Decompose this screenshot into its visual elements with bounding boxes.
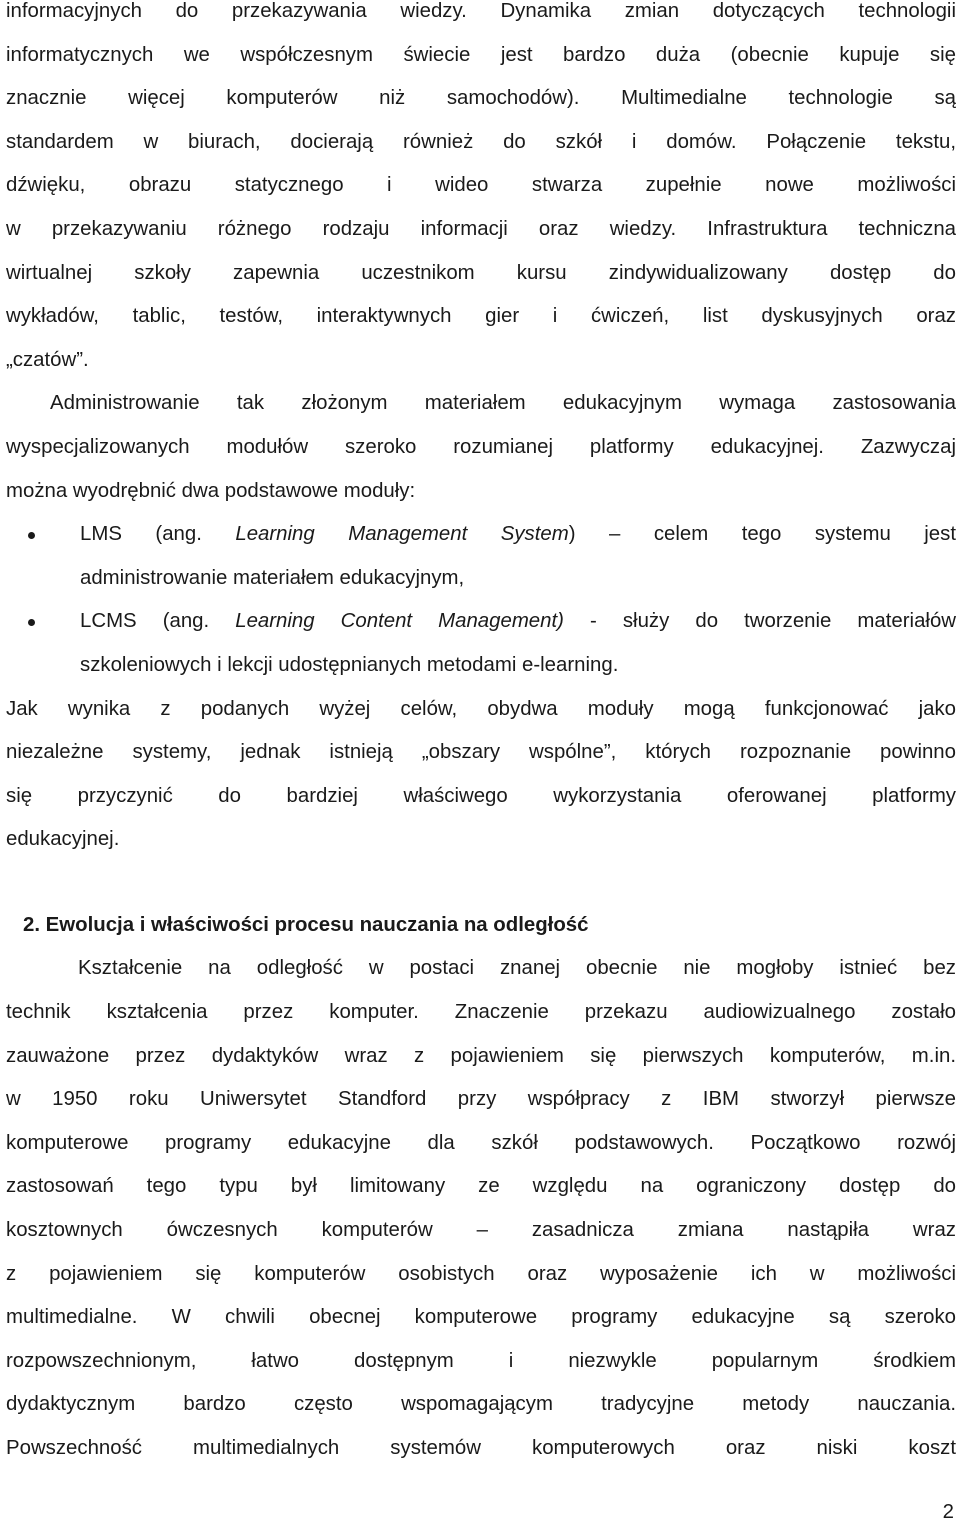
text-line: technik kształcenia przez komputer. Znaczenie przekazu audiowizualnego zostało — [6, 1001, 956, 1024]
bullet-icon — [28, 619, 35, 626]
text-line: „czatów”. — [6, 348, 89, 371]
list-item-line: LMS (ang. Learning Management System) – celem tego systemu jest — [80, 523, 956, 546]
text-line: niezależne systemy, jednak istnieją „obszary wspólne”, których rozpoznanie powinno — [6, 741, 956, 764]
paragraph-4 — [6, 947, 956, 1470]
text-line: multimedialne. W chwili obecnej komputerowe programy edukacyjne są szeroko — [6, 1306, 956, 1329]
document-page — [6, 0, 956, 1471]
term-italic: Learning Management System — [235, 523, 569, 546]
text-line: wykładów, tablic, testów, interaktywnych gier i ćwiczeń, list dyskusyjnych oraz — [6, 305, 956, 328]
list-item-line: LCMS (ang. Learning Content Management) - służy do tworzenie materiałów — [80, 610, 957, 633]
text-line: standardem w biurach, docierają również do szkół i domów. Połączenie tekstu, — [6, 130, 956, 153]
list-item — [6, 513, 956, 600]
text-line: Administrowanie tak złożonym materiałem edukacyjnym wymaga zastosowania — [50, 392, 956, 415]
list-item-line: administrowanie materiałem edukacyjnym, — [80, 566, 465, 589]
section-title: Ewolucja i właściwości procesu nauczania na odległość — [45, 913, 589, 936]
text-line: kosztownych ówczesnych komputerów – zasadnicza zmiana nastąpiła wraz — [6, 1219, 956, 1242]
text-line: rozpowszechnionym, łatwo dostępnym i niezwykle popularnym środkiem — [6, 1349, 956, 1372]
section-number: 2. — [22, 913, 40, 936]
text-line: Powszechność multimedialnych systemów komputerowych oraz niski koszt — [6, 1437, 956, 1459]
text-line: informacyjnych do przekazywania wiedzy. Dynamika zmian dotyczących technologii — [6, 0, 956, 22]
list-item-line: szkoleniowych i lekcji udostępnianych metodami e-learning. — [80, 653, 619, 676]
text-line: Jak wynika z podanych wyżej celów, obydwa moduły mogą funkcjonować jako — [6, 697, 956, 720]
paragraph-1 — [6, 0, 956, 382]
text-line: dydaktycznym bardzo często wspomagającym tradycyjne metody nauczania. — [6, 1393, 956, 1416]
list-item — [6, 600, 956, 687]
bullet-icon — [28, 532, 35, 539]
text-line: z pojawieniem się komputerów osobistych oraz wyposażenie ich w możliwości — [6, 1262, 956, 1285]
text-line: edukacyjnej. — [6, 828, 120, 851]
text-line: zastosowań tego typu był limitowany ze względu na ograniczony dostęp do — [6, 1175, 956, 1198]
text-line: można wyodrębnić dwa podstawowe moduły: — [6, 479, 416, 502]
section-heading — [6, 904, 956, 948]
text-line: się przyczynić do bardziej właściwego wykorzystania oferowanej platformy — [6, 784, 956, 807]
text-line: Kształcenie na odległość w postaci znanej obecnie nie mogłoby istnieć bez — [78, 957, 956, 980]
text-line: wirtualnej szkoły zapewnia uczestnikom kursu zindywidualizowany dostęp do — [6, 261, 956, 284]
text-line: znacznie więcej komputerów niż samochodów). Multimedialne technologie są — [6, 87, 956, 110]
text-line: informatycznych we współczesnym świecie jest bardzo duża (obecnie kupuje się — [6, 43, 956, 66]
text-line: komputerowe programy edukacyjne dla szkół podstawowych. Początkowo rozwój — [6, 1131, 956, 1154]
paragraph-2 — [6, 382, 956, 513]
text-line: w 1950 roku Uniwersytet Standford przy współpracy z IBM stworzył pierwsze — [6, 1088, 956, 1111]
text-line: w przekazywaniu różnego rodzaju informacji oraz wiedzy. Infrastruktura techniczna — [6, 217, 956, 240]
text-line: wyspecjalizowanych modułów szeroko rozumianej platformy edukacyjnej. Zazwyczaj — [6, 435, 956, 458]
text-line: zauważone przez dydaktyków wraz z pojawieniem się pierwszych komputerów, m.in. — [6, 1044, 956, 1067]
term-italic: Learning Content Management) — [235, 610, 564, 633]
modules-list — [6, 513, 956, 687]
paragraph-3 — [6, 688, 956, 862]
page-number: 2 — [942, 1501, 954, 1523]
text-line: dźwięku, obrazu statycznego i wideo stwarza zupełnie nowe możliwości — [6, 174, 956, 197]
